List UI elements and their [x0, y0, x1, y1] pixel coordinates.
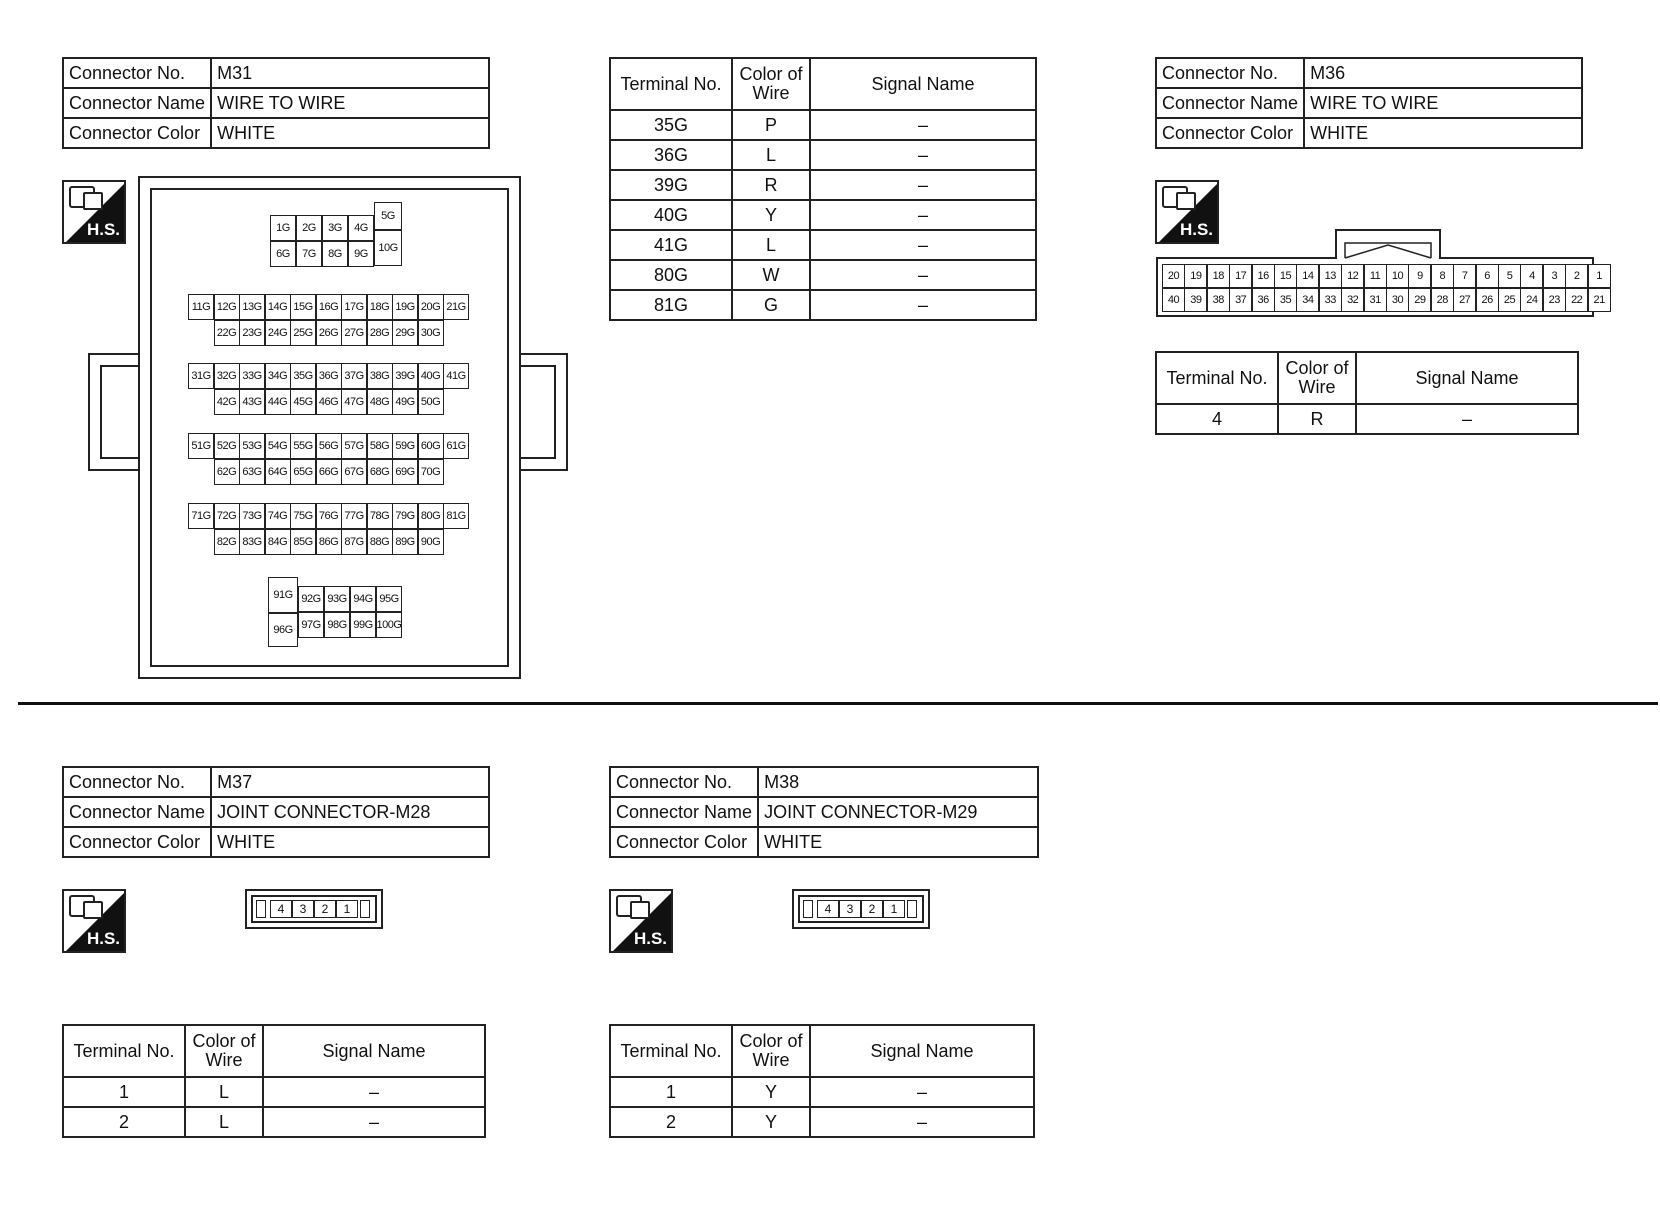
- connector-pin: 85G: [290, 529, 316, 555]
- connector-pin: 17: [1229, 264, 1252, 288]
- m36-info-table: [1155, 57, 1583, 149]
- m37-connector-name: JOINT CONNECTOR-M28: [211, 797, 489, 827]
- header-color-of-wire: Color of Wire: [732, 58, 810, 110]
- connector-pin: 68G: [367, 459, 393, 485]
- connector-pin: 40: [1162, 288, 1185, 312]
- m31-harness-side-icon: [62, 180, 126, 244]
- connector-pin: 32: [1341, 288, 1364, 312]
- terminal-no-cell: 41G: [610, 230, 732, 260]
- label-connector-name: Connector Name: [63, 797, 211, 827]
- connector-pin: 54G: [265, 433, 291, 459]
- connector-pin: 50G: [418, 389, 444, 415]
- m31-connector-name: WIRE TO WIRE: [211, 88, 489, 118]
- connector-pin: 91G: [268, 577, 298, 613]
- table-row: [610, 230, 1036, 260]
- m38-harness-side-icon: [609, 889, 673, 953]
- header-signal-name: Signal Name: [1356, 352, 1578, 404]
- connector-pin: 52G: [214, 433, 240, 459]
- connector-pin: 4G: [348, 215, 374, 241]
- connector-pin: 9G: [348, 241, 374, 267]
- connector-pin: 90G: [418, 529, 444, 555]
- connector-pin: 61G: [443, 433, 469, 459]
- connector-pin: 36: [1252, 288, 1275, 312]
- connector-pin: 19: [1184, 264, 1207, 288]
- label-connector-no: Connector No.: [63, 58, 211, 88]
- connector-pin: 16: [1252, 264, 1275, 288]
- connector-pin: 15: [1274, 264, 1297, 288]
- connector-pin: 6: [1476, 264, 1499, 288]
- label-connector-color: Connector Color: [63, 118, 211, 148]
- m37-info-table: [62, 766, 490, 858]
- connector-pin: 81G: [443, 503, 469, 529]
- connector-pin: 2: [861, 900, 883, 918]
- lock-tab: [907, 900, 917, 918]
- hs-label: H.S.: [86, 220, 120, 239]
- connector-pin: 19G: [392, 294, 418, 320]
- wire-color-cell: W: [732, 260, 810, 290]
- terminal-no-cell: 2: [63, 1107, 185, 1137]
- connector-pin: 74G: [265, 503, 291, 529]
- connector-pin: 89G: [392, 529, 418, 555]
- connector-pin: 72G: [214, 503, 240, 529]
- connector-pin: 71G: [188, 503, 214, 529]
- connector-pin: 11G: [188, 294, 214, 320]
- connector-pin: 4: [270, 900, 292, 918]
- table-row: [610, 140, 1036, 170]
- connector-pin: 37G: [341, 363, 367, 389]
- label-connector-no: Connector No.: [610, 767, 758, 797]
- connector-pin: 32G: [214, 363, 240, 389]
- connector-pin: 20G: [418, 294, 444, 320]
- label-connector-name: Connector Name: [63, 88, 211, 118]
- connector-pin: 59G: [392, 433, 418, 459]
- connector-pin: 30: [1386, 288, 1409, 312]
- connector-pin: 2: [1565, 264, 1588, 288]
- connector-pin: 62G: [214, 459, 240, 485]
- m38-connector-no: M38: [758, 767, 1038, 797]
- connector-pin: 22G: [214, 320, 240, 346]
- connector-pin: 17G: [341, 294, 367, 320]
- connector-pin: 24: [1520, 288, 1543, 312]
- label-connector-no: Connector No.: [63, 767, 211, 797]
- signal-name-cell: –: [1356, 404, 1578, 434]
- terminal-no-cell: 80G: [610, 260, 732, 290]
- signal-name-cell: –: [810, 200, 1036, 230]
- connector-pin: 39G: [392, 363, 418, 389]
- terminal-no-cell: 39G: [610, 170, 732, 200]
- connector-pin: 51G: [188, 433, 214, 459]
- wire-color-cell: L: [732, 140, 810, 170]
- m38-info-table: [609, 766, 1039, 858]
- connector-pin: 76G: [316, 503, 342, 529]
- wire-color-cell: Y: [732, 200, 810, 230]
- lock-tab: [803, 900, 813, 918]
- connector-pin: 82G: [214, 529, 240, 555]
- connector-pin: 5G: [374, 202, 402, 230]
- label-connector-color: Connector Color: [63, 827, 211, 857]
- connector-pin: 34: [1296, 288, 1319, 312]
- m38-connector-color: WHITE: [758, 827, 1038, 857]
- connector-pin: 16G: [316, 294, 342, 320]
- table-row: [610, 170, 1036, 200]
- connector-pin: 99G: [350, 612, 376, 638]
- connector-pin: 48G: [367, 389, 393, 415]
- connector-pin: 33G: [239, 363, 265, 389]
- terminal-no-cell: 81G: [610, 290, 732, 320]
- m36-connector-color: WHITE: [1304, 118, 1582, 148]
- connector-pin: 67G: [341, 459, 367, 485]
- connector-pin: 58G: [367, 433, 393, 459]
- terminal-no-cell: 40G: [610, 200, 732, 230]
- connector-pin: 57G: [341, 433, 367, 459]
- header-color-of-wire: Color of Wire: [1278, 352, 1356, 404]
- connector-pin: 44G: [265, 389, 291, 415]
- connector-pin: 42G: [214, 389, 240, 415]
- connector-pin: 1: [1588, 264, 1611, 288]
- m36-connector-name: WIRE TO WIRE: [1304, 88, 1582, 118]
- header-signal-name: Signal Name: [810, 1025, 1034, 1077]
- terminal-no-cell: 2: [610, 1107, 732, 1137]
- connector-pin: 10G: [374, 230, 402, 266]
- connector-pin: 92G: [298, 586, 324, 612]
- connector-pin: 75G: [290, 503, 316, 529]
- connector-pin: 29: [1408, 288, 1431, 312]
- signal-name-cell: –: [810, 260, 1036, 290]
- connector-pin: 14: [1296, 264, 1319, 288]
- connector-pin: 69G: [392, 459, 418, 485]
- connector-pin: 6G: [270, 241, 296, 267]
- connector-pin: 8: [1431, 264, 1454, 288]
- terminal-no-cell: 35G: [610, 110, 732, 140]
- label-connector-no: Connector No.: [1156, 58, 1304, 88]
- connector-pin: 31G: [188, 363, 214, 389]
- connector-pin: 97G: [298, 612, 324, 638]
- connector-pin: 87G: [341, 529, 367, 555]
- signal-name-cell: –: [810, 170, 1036, 200]
- connector-pin: 2G: [296, 215, 322, 241]
- connector-pin: 34G: [265, 363, 291, 389]
- connector-pin: 26: [1476, 288, 1499, 312]
- connector-pin: 27G: [341, 320, 367, 346]
- connector-pin: 8G: [322, 241, 348, 267]
- connector-pin: 33: [1319, 288, 1342, 312]
- connector-pin: 29G: [392, 320, 418, 346]
- connector-pin: 3: [839, 900, 861, 918]
- wire-color-cell: P: [732, 110, 810, 140]
- lock-tab: [256, 900, 266, 918]
- connector-pin: 13: [1319, 264, 1342, 288]
- connector-pin: 12G: [214, 294, 240, 320]
- wire-color-cell: Y: [732, 1077, 810, 1107]
- connector-pin: 11: [1364, 264, 1387, 288]
- m31-connector-no: M31: [211, 58, 489, 88]
- m37-connector-no: M37: [211, 767, 489, 797]
- connector-pin: 35G: [290, 363, 316, 389]
- connector-pin: 25G: [290, 320, 316, 346]
- header-terminal-no: Terminal No.: [1156, 352, 1278, 404]
- table-row: [610, 110, 1036, 140]
- hs-label: H.S.: [633, 929, 667, 948]
- header-terminal-no: Terminal No.: [63, 1025, 185, 1077]
- connector-pin: 28G: [367, 320, 393, 346]
- connector-pin: 86G: [316, 529, 342, 555]
- signal-name-cell: –: [810, 290, 1036, 320]
- m36-terminal-table: [1155, 351, 1579, 435]
- label-connector-name: Connector Name: [610, 797, 758, 827]
- connector-pin: 70G: [418, 459, 444, 485]
- connector-pin: 60G: [418, 433, 444, 459]
- connector-pin: 55G: [290, 433, 316, 459]
- connector-pin: 2: [314, 900, 336, 918]
- connector-pin: 1: [336, 900, 358, 918]
- header-terminal-no: Terminal No.: [610, 1025, 732, 1077]
- connector-pin: 21: [1588, 288, 1611, 312]
- m37-connector-color: WHITE: [211, 827, 489, 857]
- connector-pin: 98G: [324, 612, 350, 638]
- lock-tab: [360, 900, 370, 918]
- label-connector-color: Connector Color: [610, 827, 758, 857]
- wire-color-cell: L: [185, 1077, 263, 1107]
- header-signal-name: Signal Name: [263, 1025, 485, 1077]
- signal-name-cell: –: [810, 110, 1036, 140]
- connector-pin: 22: [1565, 288, 1588, 312]
- connector-pin: 1G: [270, 215, 296, 241]
- wire-color-cell: Y: [732, 1107, 810, 1137]
- connector-pin: 36G: [316, 363, 342, 389]
- label-connector-name: Connector Name: [1156, 88, 1304, 118]
- hs-label: H.S.: [1179, 220, 1213, 239]
- connector-pin: 78G: [367, 503, 393, 529]
- wire-color-cell: L: [732, 230, 810, 260]
- m36-connector-no: M36: [1304, 58, 1582, 88]
- m38-connector-name: JOINT CONNECTOR-M29: [758, 797, 1038, 827]
- m31-terminal-table: [609, 57, 1037, 321]
- header-signal-name: Signal Name: [810, 58, 1036, 110]
- connector-pin: 5: [1498, 264, 1521, 288]
- header-color-of-wire: Color of Wire: [732, 1025, 810, 1077]
- signal-name-cell: –: [810, 230, 1036, 260]
- signal-name-cell: –: [810, 140, 1036, 170]
- hs-label: H.S.: [86, 929, 120, 948]
- connector-pin: 3: [1543, 264, 1566, 288]
- connector-pin: 13G: [239, 294, 265, 320]
- connector-pin: 3: [292, 900, 314, 918]
- connector-pin: 23G: [239, 320, 265, 346]
- connector-pin: 38G: [367, 363, 393, 389]
- connector-pin: 46G: [316, 389, 342, 415]
- table-row: [63, 1077, 485, 1107]
- signal-name-cell: –: [810, 1077, 1034, 1107]
- connector-pin: 30G: [418, 320, 444, 346]
- connector-pin: 47G: [341, 389, 367, 415]
- connector-pin: 20: [1162, 264, 1185, 288]
- connector-pin: 25: [1498, 288, 1521, 312]
- connector-pin: 93G: [324, 586, 350, 612]
- connector-pin: 1: [883, 900, 905, 918]
- table-row: [610, 1107, 1034, 1137]
- connector-pin: 18G: [367, 294, 393, 320]
- terminal-no-cell: 1: [610, 1077, 732, 1107]
- m37-terminal-table: [62, 1024, 486, 1138]
- connector-pin: 84G: [265, 529, 291, 555]
- connector-pin: 53G: [239, 433, 265, 459]
- table-row: [63, 1107, 485, 1137]
- connector-pin: 65G: [290, 459, 316, 485]
- connector-pin: 4: [1520, 264, 1543, 288]
- connector-pin: 43G: [239, 389, 265, 415]
- connector-pin: 7G: [296, 241, 322, 267]
- wire-color-cell: R: [1278, 404, 1356, 434]
- wire-color-cell: R: [732, 170, 810, 200]
- connector-pin: 10: [1386, 264, 1409, 288]
- table-row: [1156, 404, 1578, 434]
- connector-pin: 66G: [316, 459, 342, 485]
- section-divider: [18, 702, 1658, 705]
- connector-pin: 56G: [316, 433, 342, 459]
- signal-name-cell: –: [263, 1077, 485, 1107]
- connector-pin: 18: [1207, 264, 1230, 288]
- connector-pin: 31: [1364, 288, 1387, 312]
- connector-pin: 94G: [350, 586, 376, 612]
- connector-pin: 35: [1274, 288, 1297, 312]
- connector-pin: 21G: [443, 294, 469, 320]
- connector-pin: 83G: [239, 529, 265, 555]
- connector-pin: 88G: [367, 529, 393, 555]
- header-color-of-wire: Color of Wire: [185, 1025, 263, 1077]
- connector-pin: 14G: [265, 294, 291, 320]
- connector-pin: 12: [1341, 264, 1364, 288]
- connector-pin: 100G: [376, 612, 402, 638]
- connector-pin: 73G: [239, 503, 265, 529]
- connector-pin: 45G: [290, 389, 316, 415]
- connector-pin: 9: [1408, 264, 1431, 288]
- connector-pin: 96G: [268, 613, 298, 647]
- connector-pin: 49G: [392, 389, 418, 415]
- m37-harness-side-icon: [62, 889, 126, 953]
- connector-pin: 24G: [265, 320, 291, 346]
- wire-color-cell: G: [732, 290, 810, 320]
- connector-pin: 37: [1229, 288, 1252, 312]
- connector-pin: 3G: [322, 215, 348, 241]
- connector-pin: 15G: [290, 294, 316, 320]
- connector-pin: 80G: [418, 503, 444, 529]
- connector-pin: 95G: [376, 586, 402, 612]
- connector-pin: 40G: [418, 363, 444, 389]
- connector-pin: 7: [1453, 264, 1476, 288]
- table-row: [610, 260, 1036, 290]
- connector-pin: 41G: [443, 363, 469, 389]
- connector-pin: 64G: [265, 459, 291, 485]
- connector-pin: 39: [1184, 288, 1207, 312]
- table-row: [610, 290, 1036, 320]
- m38-terminal-table: [609, 1024, 1035, 1138]
- m31-info-table: [62, 57, 490, 149]
- connector-pin: 38: [1207, 288, 1230, 312]
- connector-pin: 77G: [341, 503, 367, 529]
- connector-pin: 63G: [239, 459, 265, 485]
- m31-connector-color: WHITE: [211, 118, 489, 148]
- connector-pin: 27: [1453, 288, 1476, 312]
- signal-name-cell: –: [810, 1107, 1034, 1137]
- connector-pin: 26G: [316, 320, 342, 346]
- terminal-no-cell: 36G: [610, 140, 732, 170]
- table-row: [610, 1077, 1034, 1107]
- header-terminal-no: Terminal No.: [610, 58, 732, 110]
- signal-name-cell: –: [263, 1107, 485, 1137]
- connector-pin: 4: [817, 900, 839, 918]
- label-connector-color: Connector Color: [1156, 118, 1304, 148]
- connector-pin: 23: [1543, 288, 1566, 312]
- terminal-no-cell: 4: [1156, 404, 1278, 434]
- connector-pin: 79G: [392, 503, 418, 529]
- terminal-no-cell: 1: [63, 1077, 185, 1107]
- connector-pin: 28: [1431, 288, 1454, 312]
- table-row: [610, 200, 1036, 230]
- wire-color-cell: L: [185, 1107, 263, 1137]
